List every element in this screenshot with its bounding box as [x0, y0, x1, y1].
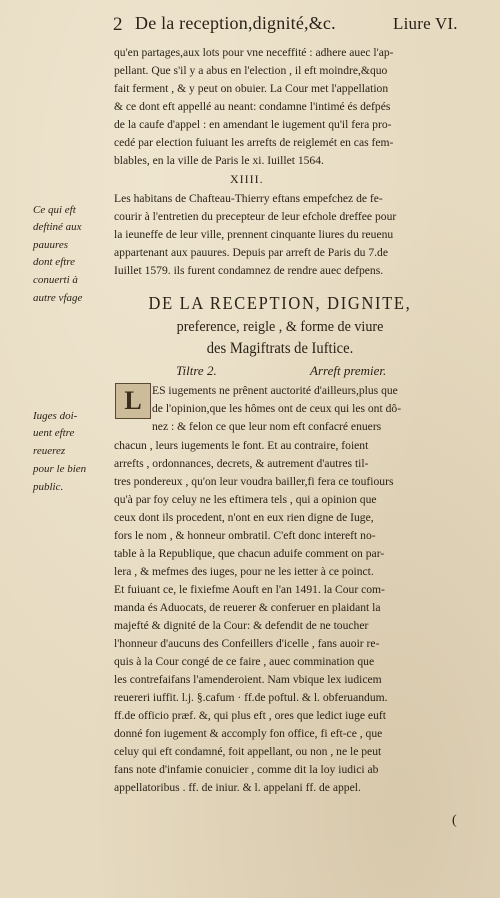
text-line: tres pondereux , qu'on leur voudra bailler,fi fera ce toufiours [114, 475, 394, 488]
text-line: & ce dont eft appellé au neant: condamne l'intimé és defpés [114, 100, 391, 113]
text-line: de l'opinion,que les hômes ont de ceux qui les ont dô- [152, 402, 402, 415]
text-line: quis à la Cour congé de ce faire , auec commination que [114, 655, 375, 668]
margin-note-line: conuerti à [33, 274, 78, 286]
margin-note-line: autre vfage [33, 292, 83, 304]
text-line: table à la Republique, que chacun aduife comment on par- [114, 547, 385, 560]
text-line: Les habitans de Chafteau-Thierry eftans empefchez de fe- [114, 192, 383, 205]
text-line: l'honneur d'aucuns des Confeillers d'icelle , fans auoir re- [114, 637, 380, 650]
margin-note-line: Ce qui eft [33, 204, 76, 216]
text-line: nez : & felon ce que leur nom eft confacré enuers [152, 420, 382, 433]
margin-note-line: pour le bien [33, 463, 87, 475]
margin-note-line: pauures [33, 239, 69, 251]
text-line: lera , & mefmes des iuges, pour ne les ietter à ce poinct. [114, 565, 374, 578]
chapter-heading: DE LA RECEPTION, DIGNITE, [148, 293, 412, 313]
text-line: fans note d'infamie conuicier , comme dit la loy iudici ab [114, 763, 379, 776]
text-line: majefté & dignité de la Cour: & defendit de ne toucher [114, 619, 369, 632]
text-line: qu'en partages,aux lots pour vne neceffité : adhere auec l'ap- [114, 46, 394, 59]
chapter-subheading: des Magiftrats de Iuftice. [206, 340, 354, 357]
dropcap: L [115, 383, 151, 419]
titre-label: Tiltre 2. [176, 363, 217, 378]
text-line: les contrefaifans l'amenderoient. Nam vbique lex iudicem [114, 673, 382, 686]
text-line: Iuillet 1579. ils furent condamnez de rendre auec defpens. [114, 264, 384, 277]
margin-note-line: public. [33, 481, 64, 493]
text-line: donné fon iugement & accomply fon office, fi eft-ce , que [114, 727, 383, 740]
text-line: blables, en la ville de Paris le xi. Iuillet 1564. [114, 154, 324, 167]
margin-note-line: reuerez [33, 445, 66, 457]
arrest-label: Arreft premier. [310, 363, 387, 378]
text-line: Et fuiuant ce, le fixiefme Aouft en l'an 1491. la Cour com- [114, 583, 385, 596]
book-label: Liure VI. [393, 14, 458, 33]
text-line: ES iugements ne prênent auctorité d'ailleurs,plus que [152, 384, 398, 397]
margin-note-line: uent eftre [33, 427, 75, 439]
margin-note-line: Iuges doi- [33, 410, 78, 422]
running-title: De la reception,dignité,&c. [135, 13, 336, 33]
text-line: reuereri iuffit. l.j. §.cafum · ff.de poftul. & l. obferuandum. [114, 691, 388, 704]
text-line: appellatoribus . ff. de iniur. & l. appelani ff. de appel. [114, 781, 361, 794]
margin-note-line: deftiné aux [33, 221, 82, 233]
text-line: ff.de officio præf. &, qui plus eft , ores que ledict iuge euft [114, 709, 386, 722]
text-line: courir à l'entretien du precepteur de leur efchole dreffee pour [114, 210, 397, 223]
chapter-subheading: preference, reigle , & forme de viure [176, 319, 384, 335]
page-number: 2 [113, 14, 123, 35]
text-line: celuy qui eft condamné, foit appellant, ou non , ne le peut [114, 745, 382, 758]
section-number: XIIII. [230, 172, 264, 186]
text-line: appartenant aux pauures. Depuis par arreft de Paris du 7.de [114, 246, 388, 259]
footer-mark: ( [452, 813, 457, 828]
text-line: manda és Aduocats, de reuerer & conferuer en plaidant la [114, 601, 381, 614]
text-line: ceux dont ils procedent, n'ont en eux rien digne de Iuge, [114, 511, 374, 524]
text-line: chacun , leurs iugements le font. Et au contraire, foient [114, 439, 369, 452]
text-line: cedé par election fuiuant les arrefts de reiglemét en cas fem- [114, 136, 394, 149]
text-line: pellant. Que s'il y a abus en l'election , il eft moindre,&quo [114, 64, 388, 77]
text-line: arrefts , ordonnances, decrets, & autrement d'autres til- [114, 457, 369, 470]
text-line: la ieuneffe de leur ville, prennent cinquante liures du reuenu [114, 228, 394, 241]
text-line: fors le nom , & honneur ombratil. C'eft donc intereft no- [114, 529, 376, 542]
margin-note-line: dont eftre [33, 256, 76, 268]
text-line: de la caufe d'appel : en amendant le iugement qu'il fera pro- [114, 118, 392, 131]
text-line: fait ferment , & y peut on obuier. La Cour met l'appellation [114, 82, 389, 95]
text-line: qu'à par foy celuy ne les eftimera tels , qui a opinion que [114, 493, 377, 506]
